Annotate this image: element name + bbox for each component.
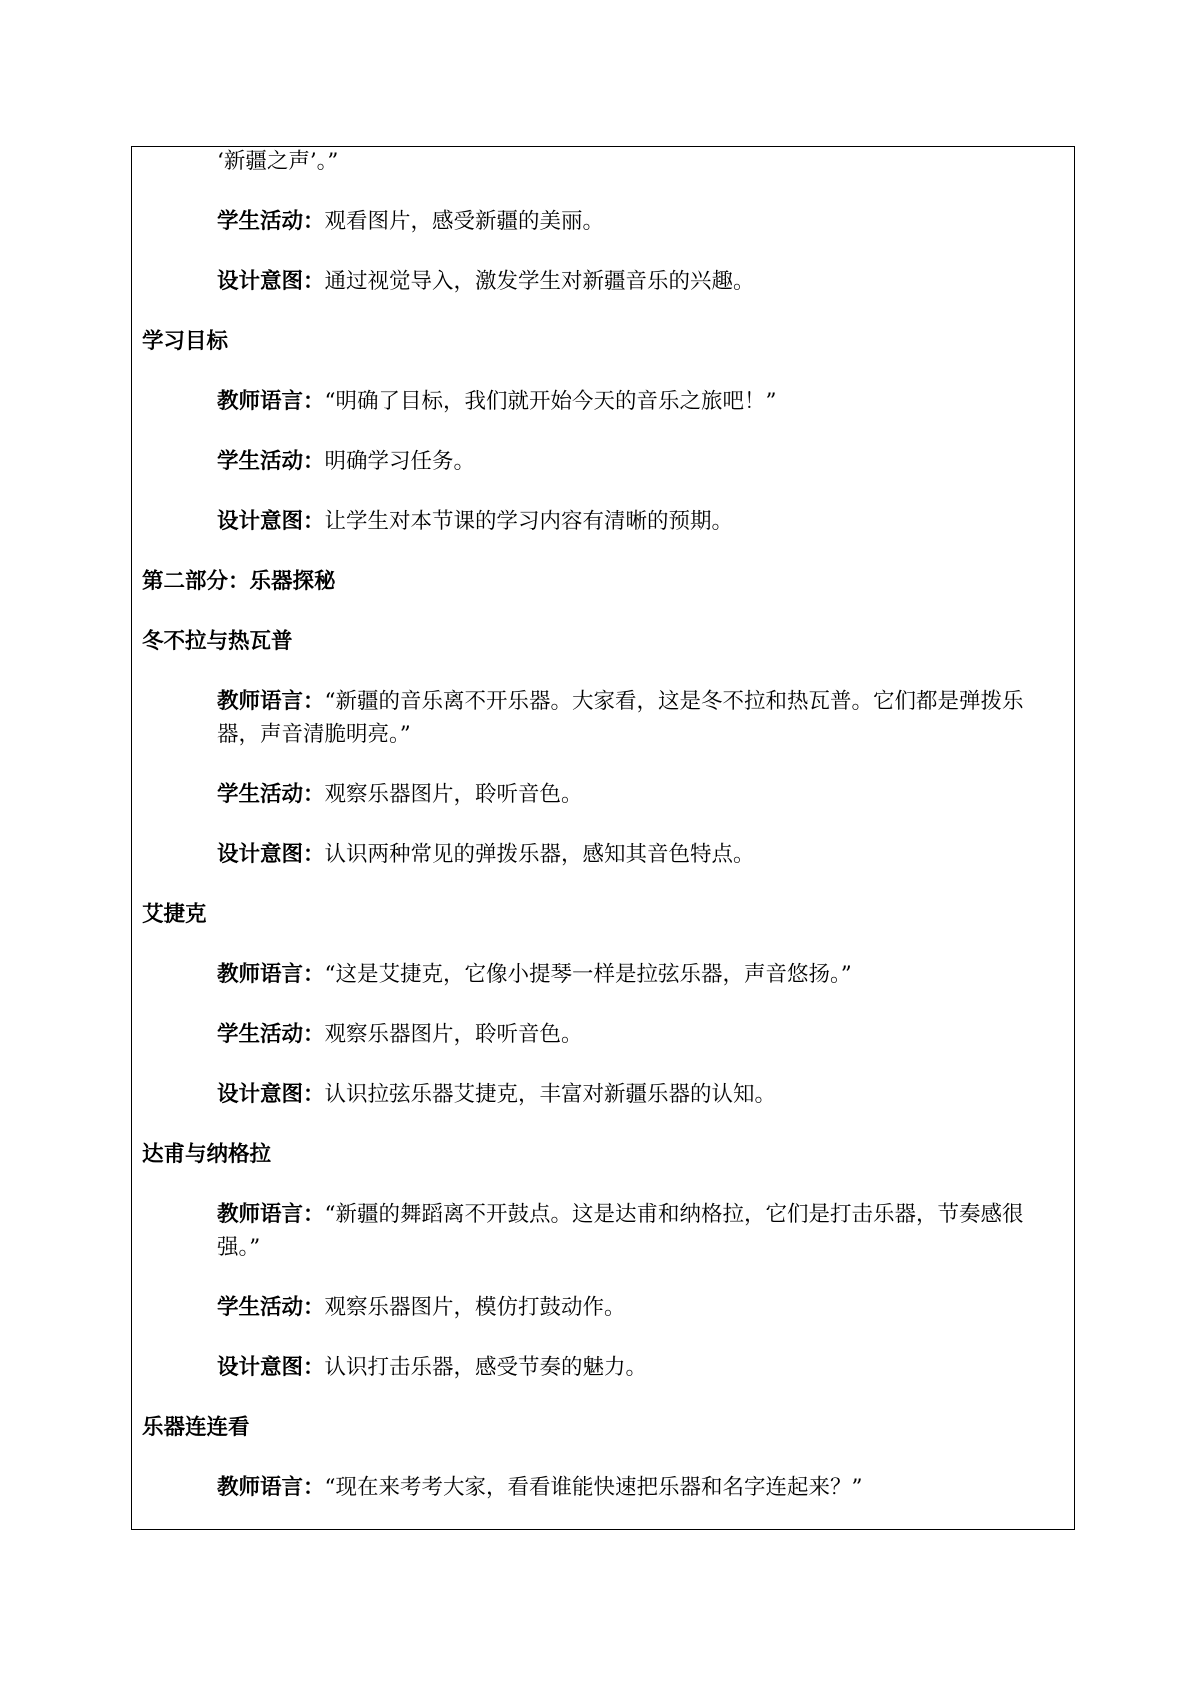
label: 教师语言： bbox=[217, 1475, 325, 1500]
text: ‘新疆之声’。” bbox=[217, 149, 339, 174]
paragraph-teacher-speech bbox=[132, 685, 1074, 751]
text: 通过视觉导入，激发学生对新疆音乐的兴趣。 bbox=[324, 269, 755, 294]
paragraph-teacher-speech bbox=[132, 1198, 1074, 1264]
label: 学生活动： bbox=[217, 449, 325, 474]
text: 认识打击乐器，感受节奏的魅力。 bbox=[324, 1355, 648, 1380]
paragraph-student-activity bbox=[132, 205, 1074, 238]
label: 设计意图： bbox=[217, 509, 325, 534]
label: 教师语言： bbox=[217, 689, 325, 714]
label: 学生活动： bbox=[217, 1295, 325, 1320]
label: 学生活动： bbox=[217, 1022, 325, 1047]
label: 教师语言： bbox=[217, 1202, 325, 1227]
continuation-text bbox=[132, 145, 1074, 178]
text: “新疆的舞蹈离不开鼓点。这是达甫和纳格拉，它们是打击乐器，节奏感很强。” bbox=[217, 1202, 1024, 1260]
paragraph-design-intent bbox=[132, 505, 1074, 538]
text: 观察乐器图片，聆听音色。 bbox=[324, 1022, 583, 1047]
section-heading: 冬不拉与热瓦普 bbox=[142, 629, 293, 654]
label: 学生活动： bbox=[217, 209, 325, 234]
section-heading: 第二部分：乐器探秘 bbox=[142, 569, 336, 594]
paragraph-teacher-speech bbox=[132, 385, 1074, 418]
text: “这是艾捷克，它像小提琴一样是拉弦乐器，声音悠扬。” bbox=[324, 962, 852, 987]
label: 设计意图： bbox=[217, 842, 325, 867]
text: 认识两种常见的弹拨乐器，感知其音色特点。 bbox=[324, 842, 755, 867]
label: 教师语言： bbox=[217, 962, 325, 987]
text: “新疆的音乐离不开乐器。大家看，这是冬不拉和热瓦普。它们都是弹拨乐器，声音清脆明亮。” bbox=[217, 689, 1024, 747]
section-heading: 学习目标 bbox=[142, 329, 229, 354]
label: 设计意图： bbox=[217, 1082, 325, 1107]
paragraph-design-intent bbox=[132, 1078, 1074, 1111]
text: 让学生对本节课的学习内容有清晰的预期。 bbox=[324, 509, 734, 534]
text: “现在来考考大家，看看谁能快速把乐器和名字连起来？” bbox=[324, 1475, 863, 1500]
text: 认识拉弦乐器艾捷克，丰富对新疆乐器的认知。 bbox=[324, 1082, 777, 1107]
paragraph-design-intent bbox=[132, 838, 1074, 871]
paragraph-teacher-speech bbox=[132, 1471, 1074, 1504]
section-heading: 乐器连连看 bbox=[142, 1415, 250, 1440]
paragraph-teacher-speech bbox=[132, 958, 1074, 991]
paragraph-design-intent bbox=[132, 1351, 1074, 1384]
text: 观察乐器图片，模仿打鼓动作。 bbox=[324, 1295, 626, 1320]
label: 教师语言： bbox=[217, 389, 325, 414]
section-heading: 达甫与纳格拉 bbox=[142, 1142, 272, 1167]
label: 学生活动： bbox=[217, 782, 325, 807]
paragraph-student-activity bbox=[132, 445, 1074, 478]
paragraph-student-activity bbox=[132, 1291, 1074, 1324]
text: 观察乐器图片，聆听音色。 bbox=[324, 782, 583, 807]
section-heading: 艾捷克 bbox=[142, 902, 207, 927]
paragraph-design-intent bbox=[132, 265, 1074, 298]
label: 设计意图： bbox=[217, 269, 325, 294]
document-frame bbox=[131, 146, 1075, 1530]
label: 设计意图： bbox=[217, 1355, 325, 1380]
paragraph-student-activity bbox=[132, 778, 1074, 811]
text: “明确了目标，我们就开始今天的音乐之旅吧！” bbox=[324, 389, 777, 414]
paragraph-student-activity bbox=[132, 1018, 1074, 1051]
text: 明确学习任务。 bbox=[324, 449, 476, 474]
text: 观看图片，感受新疆的美丽。 bbox=[324, 209, 605, 234]
